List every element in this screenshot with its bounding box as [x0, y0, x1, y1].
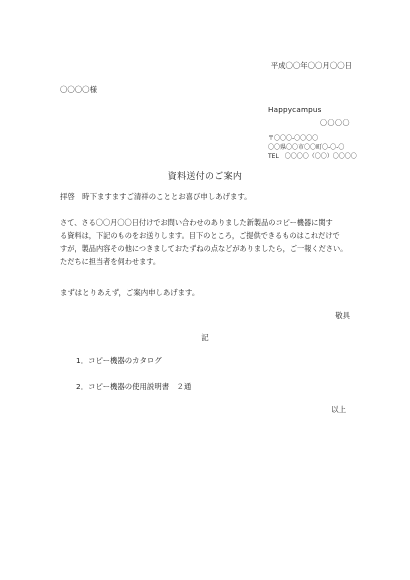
closing-keigu: 敬具: [335, 311, 350, 320]
body-line: さて、さる〇〇月〇〇日付けでお問い合わせのありました新製品のコピー機器に関す: [60, 218, 333, 227]
sender-tel: TEL 〇〇〇〇（〇〇）〇〇〇〇: [268, 153, 357, 160]
body-line: すが，製品内容その他につきましておたずねの点などがありましたら，ご一報ください。: [60, 244, 348, 253]
sender-company: Happycampus: [268, 105, 322, 114]
ijou-ending: 以上: [331, 405, 346, 414]
letter-date: 平成〇〇年〇〇月〇〇日: [270, 61, 352, 70]
sender-block: [268, 105, 357, 160]
sender-postal: 〒〇〇〇-〇〇〇〇: [268, 135, 319, 142]
enclosure-item: 2．コピー機器の使用説明書 ２通: [76, 382, 192, 391]
body-line: る資料は，下記のものをお送りします。目下のところ，ご提供できるものはこれだけで: [60, 231, 340, 240]
letter-title: 資料送付のご案内: [167, 172, 243, 182]
enclosure-item: 1．コピー機器のカタログ: [76, 356, 162, 365]
greeting-line: 拝啓 時下ますますご清祥のこととお喜び申しあげます。: [60, 192, 252, 201]
body-paragraph: [60, 216, 360, 268]
sender-contact: [268, 134, 357, 161]
recipient-name: 〇〇〇〇様: [60, 85, 97, 94]
sender-address: 〇〇県〇〇市〇〇町〇-〇-〇: [268, 144, 345, 151]
sender-name: 〇〇〇〇: [320, 119, 350, 127]
ki-heading: 記: [201, 333, 209, 342]
closing-line: まずはとりあえず，ご案内申しあげます。: [60, 288, 200, 297]
body-line: ただちに担当者を伺わせます。: [60, 257, 161, 266]
